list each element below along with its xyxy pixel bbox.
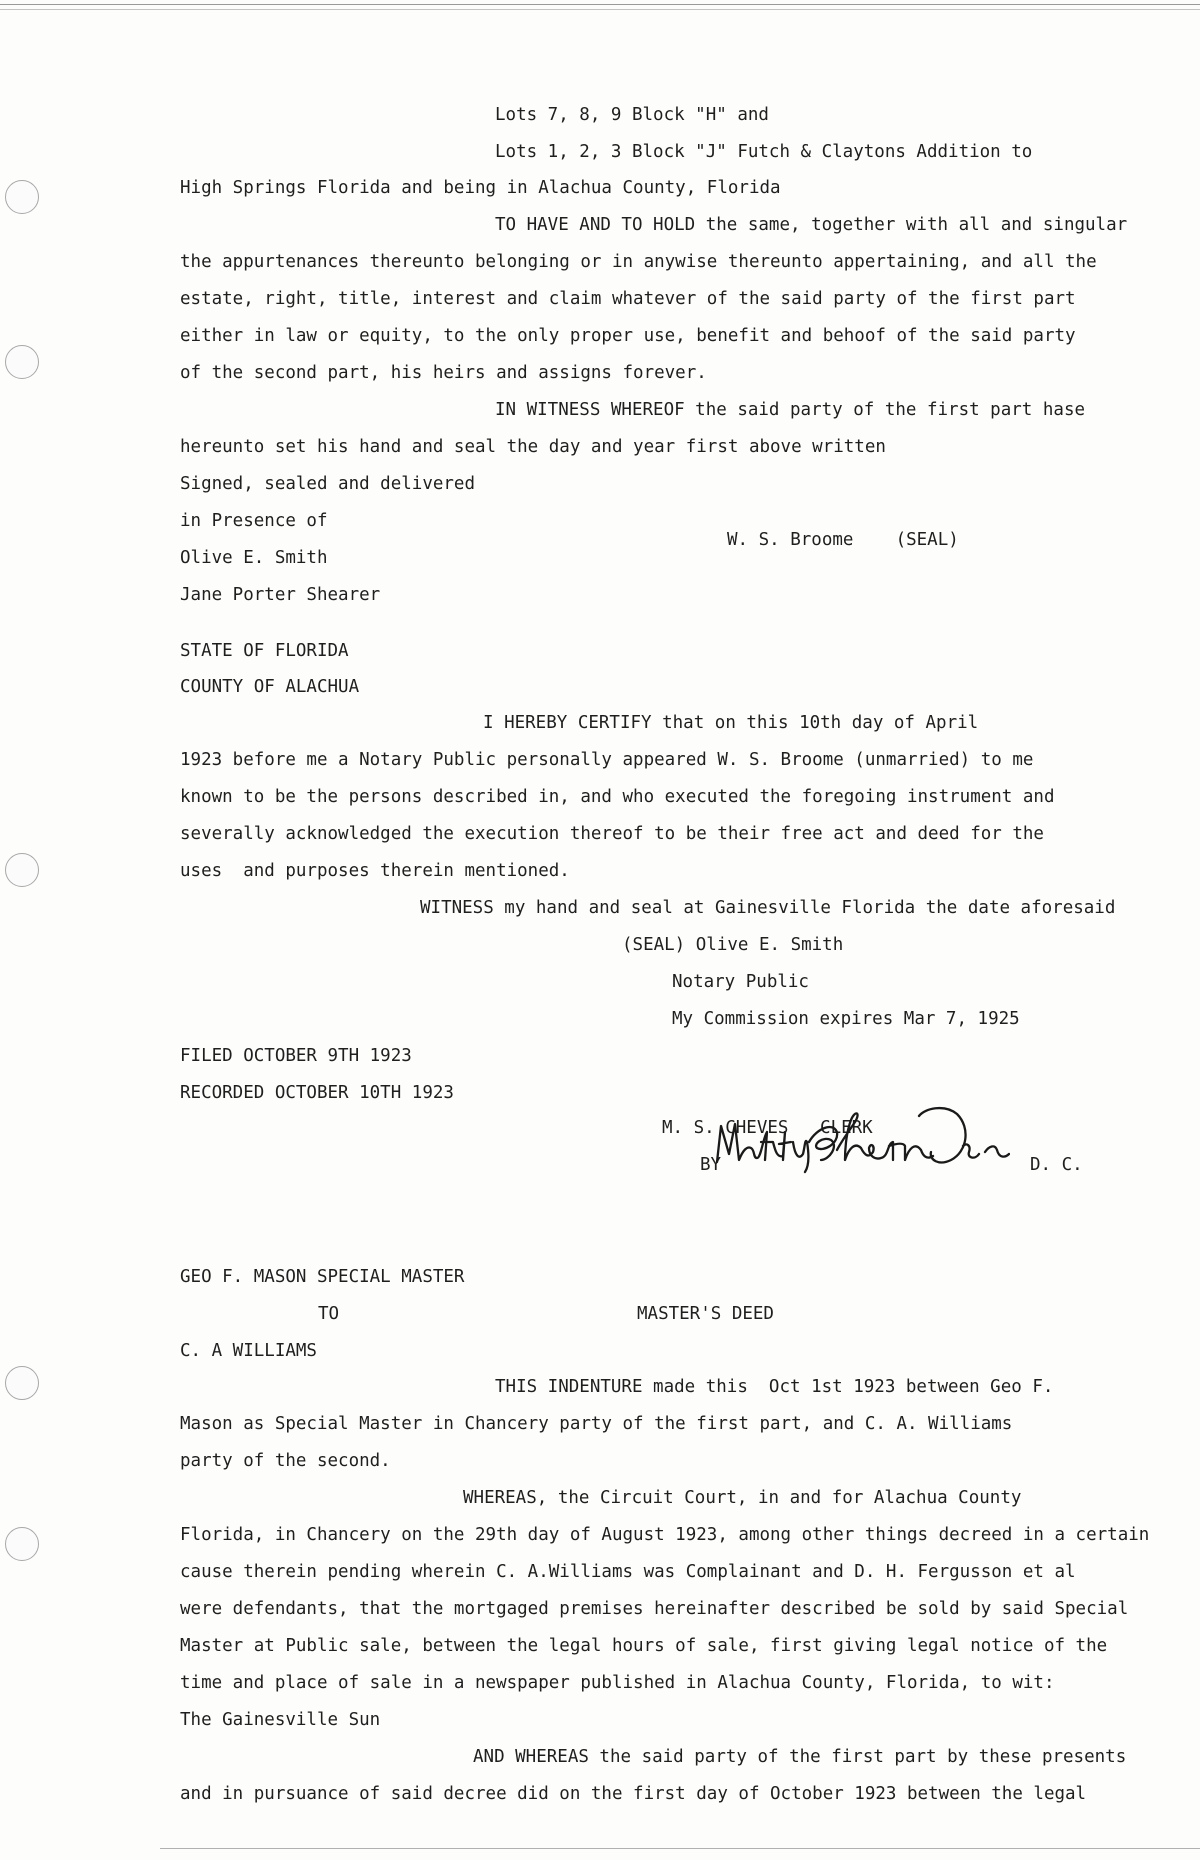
- text-line: Mason as Special Master in Chancery party of the first part, and C. A. Williams: [180, 1414, 1013, 1434]
- text-line: THIS INDENTURE made this Oct 1st 1923 between Geo F.: [495, 1377, 1054, 1397]
- text-line: BY: [700, 1155, 722, 1175]
- text-line: of the second part, his heirs and assigns forever.: [180, 363, 707, 383]
- text-line: TO HAVE AND TO HOLD the same, together with all and singular: [495, 215, 1128, 235]
- text-line: known to be the persons described in, and who executed the foregoing instrument and: [180, 787, 1055, 807]
- clerk-name: M. S. CHEVES CLERK: [662, 1118, 873, 1138]
- deed-title: MASTER'S DEED: [637, 1304, 774, 1324]
- handwritten-signature: [705, 1102, 1010, 1174]
- text-line: cause therein pending wherein C. A.Williams was Complainant and D. H. Fergusson et al: [180, 1562, 1076, 1582]
- text-line: severally acknowledged the execution thereof to be their free act and deed for the: [180, 824, 1044, 844]
- text-line: in Presence of: [180, 511, 328, 531]
- text-line: IN WITNESS WHEREOF the said party of the first part hase: [495, 400, 1086, 420]
- text-line: and in pursuance of said decree did on the first day of October 1923 between the legal: [180, 1784, 1087, 1804]
- text-line: I HEREBY CERTIFY that on this 10th day of April: [483, 713, 979, 733]
- text-line: My Commission expires Mar 7, 1925: [672, 1009, 1020, 1029]
- text-line: either in law or equity, to the only proper use, benefit and behoof of the said party: [180, 326, 1076, 346]
- notary-signature: (SEAL) Olive E. Smith: [622, 935, 844, 955]
- binder-hole: [5, 1527, 39, 1561]
- recorded-date: RECORDED OCTOBER 10TH 1923: [180, 1083, 454, 1103]
- witness-name: Olive E. Smith: [180, 548, 328, 568]
- text-line: Florida, in Chancery on the 29th day of August 1923, among other things decreed in a certain: [180, 1525, 1150, 1545]
- text-line: High Springs Florida and being in Alachua County, Florida: [180, 178, 781, 198]
- text-line: COUNTY OF ALACHUA: [180, 677, 360, 697]
- text-line: time and place of sale in a newspaper published in Alachua County, Florida, to wit:: [180, 1673, 1055, 1693]
- text-line: 1923 before me a Notary Public personally appeared W. S. Broome (unmarried) to me: [180, 750, 1034, 770]
- witness-name: Jane Porter Shearer: [180, 585, 381, 605]
- text-line: uses and purposes therein mentioned.: [180, 861, 570, 881]
- grantor-signature: W. S. Broome (SEAL): [727, 530, 959, 550]
- text-line: Notary Public: [672, 972, 809, 992]
- text-line: party of the second.: [180, 1451, 391, 1471]
- binder-hole: [5, 345, 39, 379]
- text-line: Signed, sealed and delivered: [180, 474, 476, 494]
- text-line: estate, right, title, interest and claim whatever of the said party of the first part: [180, 289, 1076, 309]
- text-line: Master at Public sale, between the legal hours of sale, first giving legal notice of the: [180, 1636, 1108, 1656]
- text-line: The Gainesville Sun: [180, 1710, 381, 1730]
- grantee-heading: C. A WILLIAMS: [180, 1341, 317, 1361]
- text-line: STATE OF FLORIDA: [180, 641, 349, 661]
- text-line: hereunto set his hand and seal the day and year first above written: [180, 437, 886, 457]
- text-line: were defendants, that the mortgaged premises hereinafter described be sold by said Special: [180, 1599, 1129, 1619]
- binder-hole: [5, 180, 39, 214]
- binder-hole: [5, 853, 39, 887]
- text-line: TO: [318, 1304, 340, 1324]
- text-line: D. C.: [1030, 1155, 1083, 1175]
- top-edge-rule-inner: [0, 9, 1200, 10]
- bottom-edge-rule: [160, 1848, 1200, 1849]
- top-edge-rule: [0, 4, 1200, 5]
- text-line: WITNESS my hand and seal at Gainesville Florida the date aforesaid: [420, 898, 1116, 918]
- text-line: WHEREAS, the Circuit Court, in and for Alachua County: [463, 1488, 1022, 1508]
- filed-date: FILED OCTOBER 9TH 1923: [180, 1046, 412, 1066]
- text-line: Lots 1, 2, 3 Block "J" Futch & Claytons Addition to: [495, 142, 1033, 162]
- text-line: Lots 7, 8, 9 Block "H" and: [495, 105, 769, 125]
- binder-hole: [5, 1366, 39, 1400]
- text-line: AND WHEREAS the said party of the first part by these presents: [473, 1747, 1127, 1767]
- grantor-heading: GEO F. MASON SPECIAL MASTER: [180, 1267, 465, 1287]
- text-line: the appurtenances thereunto belonging or in anywise thereunto appertaining, and all the: [180, 252, 1097, 272]
